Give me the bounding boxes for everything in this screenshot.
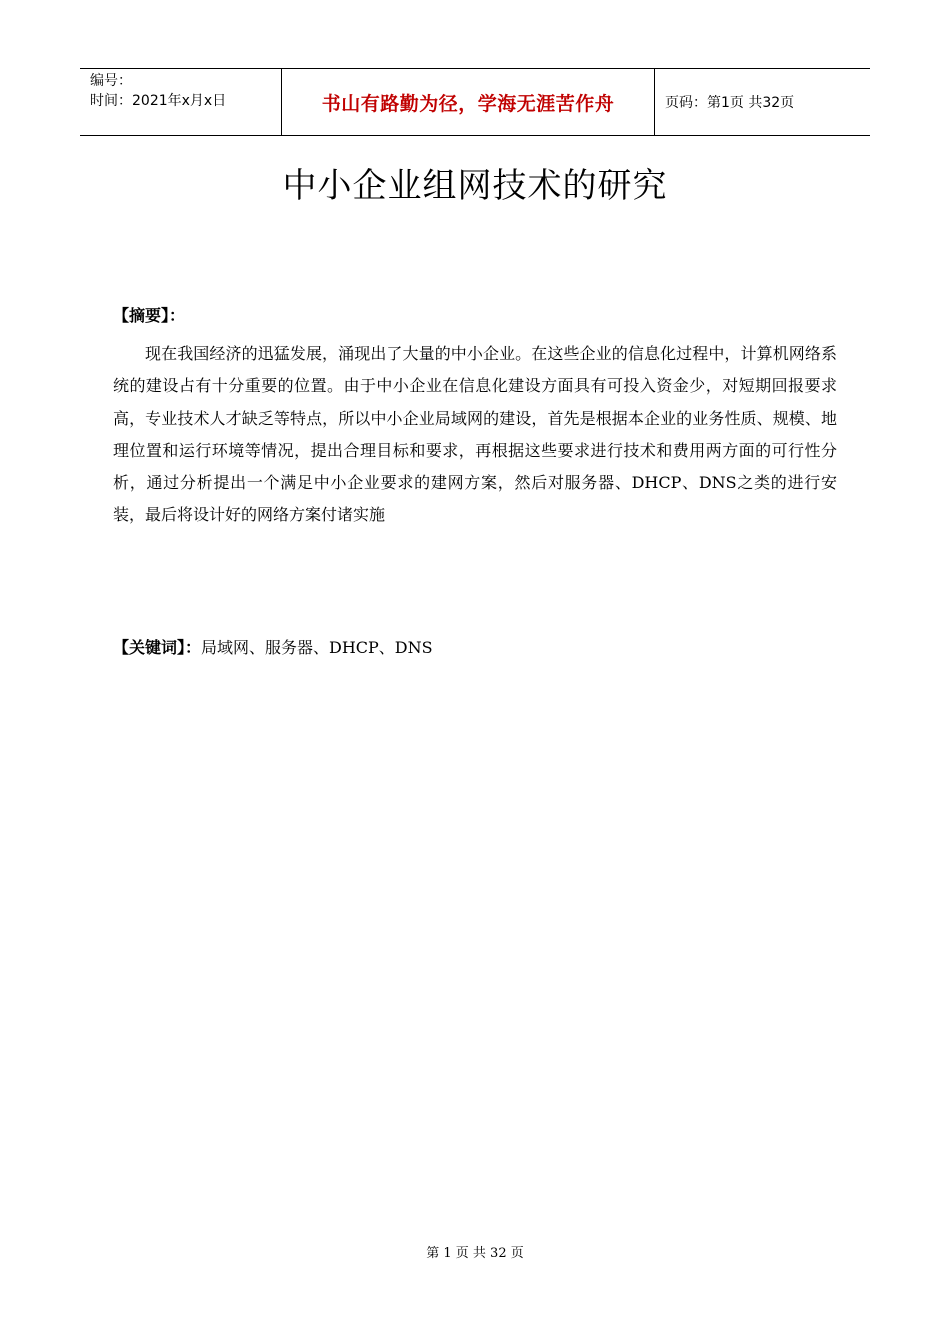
keywords-text: 局域网、服务器、DHCP、DNS	[201, 638, 433, 657]
header-page-code: 页码：第1页 共32页	[665, 95, 795, 111]
abstract-label: 【摘要】：	[113, 306, 186, 325]
page-footer: 第 1 页 共 32 页	[426, 1246, 524, 1261]
document-title: 中小企业组网技术的研究	[282, 166, 668, 206]
document-date: 时间：2021年x月x日	[90, 93, 227, 109]
keywords-label: 【关键词】：	[113, 638, 202, 657]
page-header-table	[80, 68, 870, 136]
keywords-line	[113, 634, 433, 662]
header-motto: 书山有路勤为径，学海无涯苦作舟	[321, 92, 615, 115]
header-motto-cell	[281, 69, 655, 135]
abstract-paragraph: 现在我国经济的迅猛发展，涌现出了大量的中小企业。在这些企业的信息化过程中，计算机网络系统的建设占有十分重要的位置。由于中小企业在信息化建设方面具有可投入资金少，对短期回报要求高，专业技术人才缺乏等特点，所以中小企业局域网的建设，首先是根据本企业的业务性质、规模、地理位置和运行环境等情况，提出合理目标和要求，再根据这些要求进行技术和费用两方面的可行性分析，通过分析提出一个满足中小企业要求的建网方案，然后对服务器、DHCP、DNS之类的进行安装，最后将设计好的网络方案付诸实施	[113, 344, 837, 525]
document-number-label: 编号：	[90, 73, 132, 89]
header-left-cell	[80, 69, 281, 135]
header-right-cell	[655, 69, 870, 135]
